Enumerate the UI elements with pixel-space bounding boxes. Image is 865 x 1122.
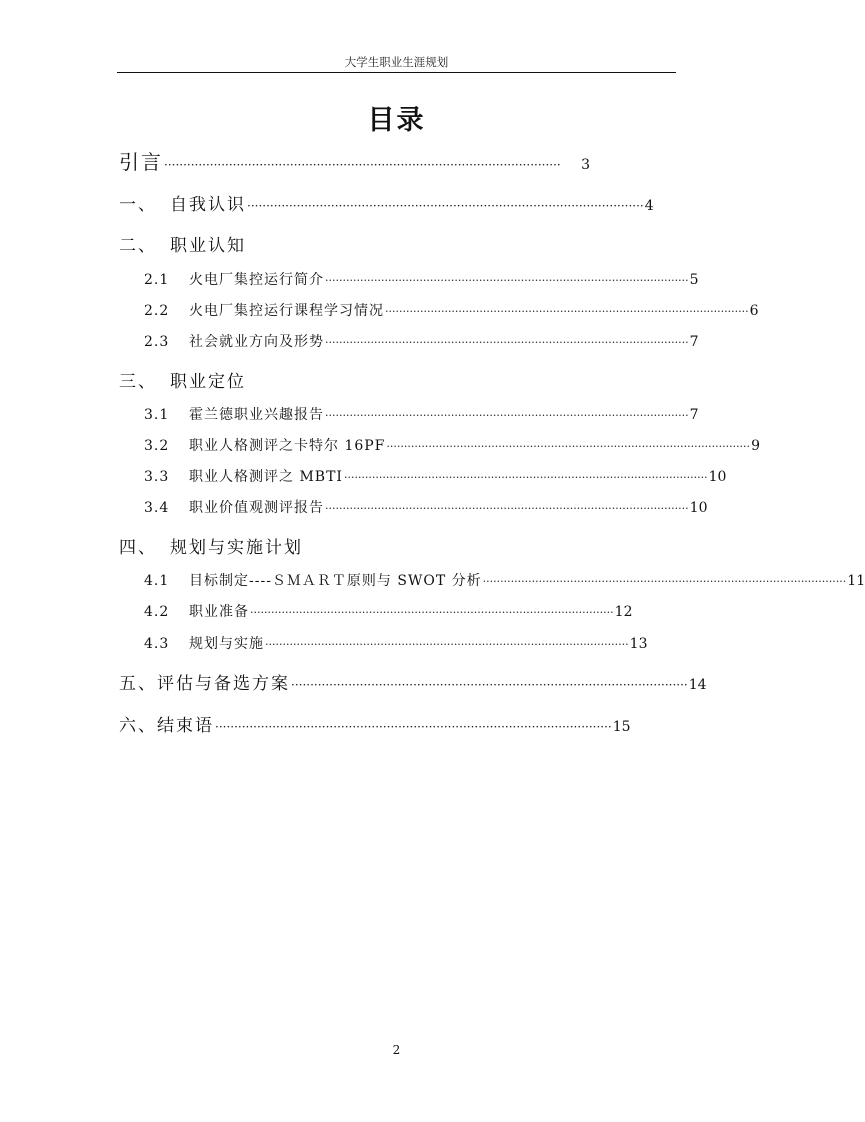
toc-entry-chapter-2 <box>119 231 608 256</box>
toc-entry-chapter-4 <box>119 533 608 558</box>
toc-entry-text: 规划与实施 <box>189 636 264 652</box>
toc-entry-page: 4 <box>644 198 654 214</box>
toc-entry-section-3-4 <box>144 497 708 517</box>
toc-entry-chapter-3 <box>119 367 608 392</box>
toc-entry-number: 二、 <box>119 236 157 256</box>
toc-entry-number: 3.2 <box>144 438 170 454</box>
toc-entry-text: 社会就业方向及形势 <box>189 334 324 350</box>
toc-leader-dots: ········································································································ <box>247 199 644 213</box>
toc-entry-number: 2.2 <box>144 303 170 319</box>
toc-entry-text: 职业人格测评之 MBTI <box>189 469 343 485</box>
toc-leader-dots: ········································································································ <box>386 440 751 453</box>
toc-entry-number: 4.1 <box>144 573 170 589</box>
toc-entry-page: 9 <box>751 438 760 454</box>
page-number: 2 <box>392 1043 401 1057</box>
toc-entry-page: 10 <box>689 500 708 516</box>
toc-entry-page: 11 <box>847 573 865 589</box>
toc-entry-section-4-1 <box>144 570 865 590</box>
toc-leader-dots: ········································································································ <box>482 575 847 588</box>
toc-entry-text: 职业准备 <box>189 604 249 620</box>
toc-entry-number: 4.2 <box>144 604 170 620</box>
toc-entry-number: 3.1 <box>144 407 170 423</box>
toc-entry-section-4-3 <box>144 633 648 653</box>
toc-entry-number: 2.1 <box>144 272 170 288</box>
toc-entry-text: 结束语 <box>157 716 214 736</box>
toc-leader-dots: ········································································································ <box>250 606 614 619</box>
toc-entry-section-4-2 <box>144 601 633 621</box>
toc-leader-dots: ········································································································ <box>325 336 689 349</box>
toc-entry-page: 14 <box>688 677 707 693</box>
toc-entry-text: 职业定位 <box>170 372 246 392</box>
toc-entry-page: 12 <box>614 604 633 620</box>
toc-entry-page: 7 <box>689 407 699 423</box>
toc-leader-dots: ········································································································ <box>164 158 561 172</box>
toc-entry-text: 火电厂集控运行简介 <box>189 272 324 288</box>
toc-leader-dots: ········································································································ <box>343 471 708 484</box>
toc-entry-number: 一、 <box>119 195 157 215</box>
toc-title: 目录 <box>367 105 426 136</box>
toc-entry-chapter-1 <box>119 190 654 215</box>
toc-entry-text: 职业认知 <box>170 236 246 256</box>
toc-entry-page: 3 <box>581 157 592 173</box>
toc-entry-number: 六、 <box>119 716 157 736</box>
toc-entry-text: 引言 <box>119 150 163 174</box>
toc-entry-section-2-2 <box>144 300 759 320</box>
header-divider <box>117 72 676 73</box>
toc-entry-text: 规划与实施计划 <box>170 538 303 558</box>
toc-leader-dots: ········································································································ <box>385 305 749 318</box>
toc-entry-number: 2.3 <box>144 334 170 350</box>
toc-entry-section-2-3 <box>144 331 699 351</box>
toc-entry-text: 职业价值观测评报告 <box>189 500 324 516</box>
toc-entry-text: 火电厂集控运行课程学习情况 <box>189 303 384 319</box>
toc-entry-intro <box>119 146 592 175</box>
toc-entry-page: 13 <box>629 636 648 652</box>
toc-leader-dots: ········································································································ <box>265 638 629 651</box>
toc-entry-section-2-1 <box>144 269 699 289</box>
toc-entry-page: 10 <box>708 469 727 485</box>
toc-entry-page: 5 <box>689 272 699 288</box>
toc-entry-number: 4.3 <box>144 636 170 652</box>
toc-entry-text: 职业人格测评之卡特尔 16PF <box>189 438 386 454</box>
toc-entry-section-3-3 <box>144 466 727 486</box>
toc-entry-section-3-2 <box>144 435 760 455</box>
toc-entry-number: 五、 <box>119 674 157 694</box>
toc-entry-page: 15 <box>612 719 631 735</box>
toc-leader-dots: ········································································································ <box>215 720 612 734</box>
toc-entry-number: 3.4 <box>144 500 170 516</box>
toc-entry-text: 自我认识 <box>170 195 246 215</box>
toc-entry-chapter-5 <box>119 669 707 694</box>
toc-entry-chapter-6 <box>119 711 631 736</box>
toc-entry-number: 3.3 <box>144 469 170 485</box>
page-header-title: 大学生职业生涯规划 <box>344 55 449 69</box>
toc-leader-dots: ········································································································ <box>325 409 689 422</box>
toc-entry-number: 四、 <box>119 538 157 558</box>
toc-entry-page: 6 <box>749 303 759 319</box>
toc-leader-dots: ········································································································ <box>325 502 689 515</box>
toc-leader-dots: ········································································································ <box>291 678 688 692</box>
toc-entry-text: 霍兰德职业兴趣报告 <box>189 407 324 423</box>
toc-entry-text: 目标制定----ＳＭＡＲＴ原则与 SWOT 分析 <box>189 573 482 589</box>
toc-leader-dots: ········································································································ <box>325 274 689 287</box>
toc-entry-page: 7 <box>689 334 699 350</box>
toc-entry-text: 评估与备选方案 <box>157 674 290 694</box>
toc-entry-section-3-1 <box>144 404 699 424</box>
toc-entry-number: 三、 <box>119 372 157 392</box>
